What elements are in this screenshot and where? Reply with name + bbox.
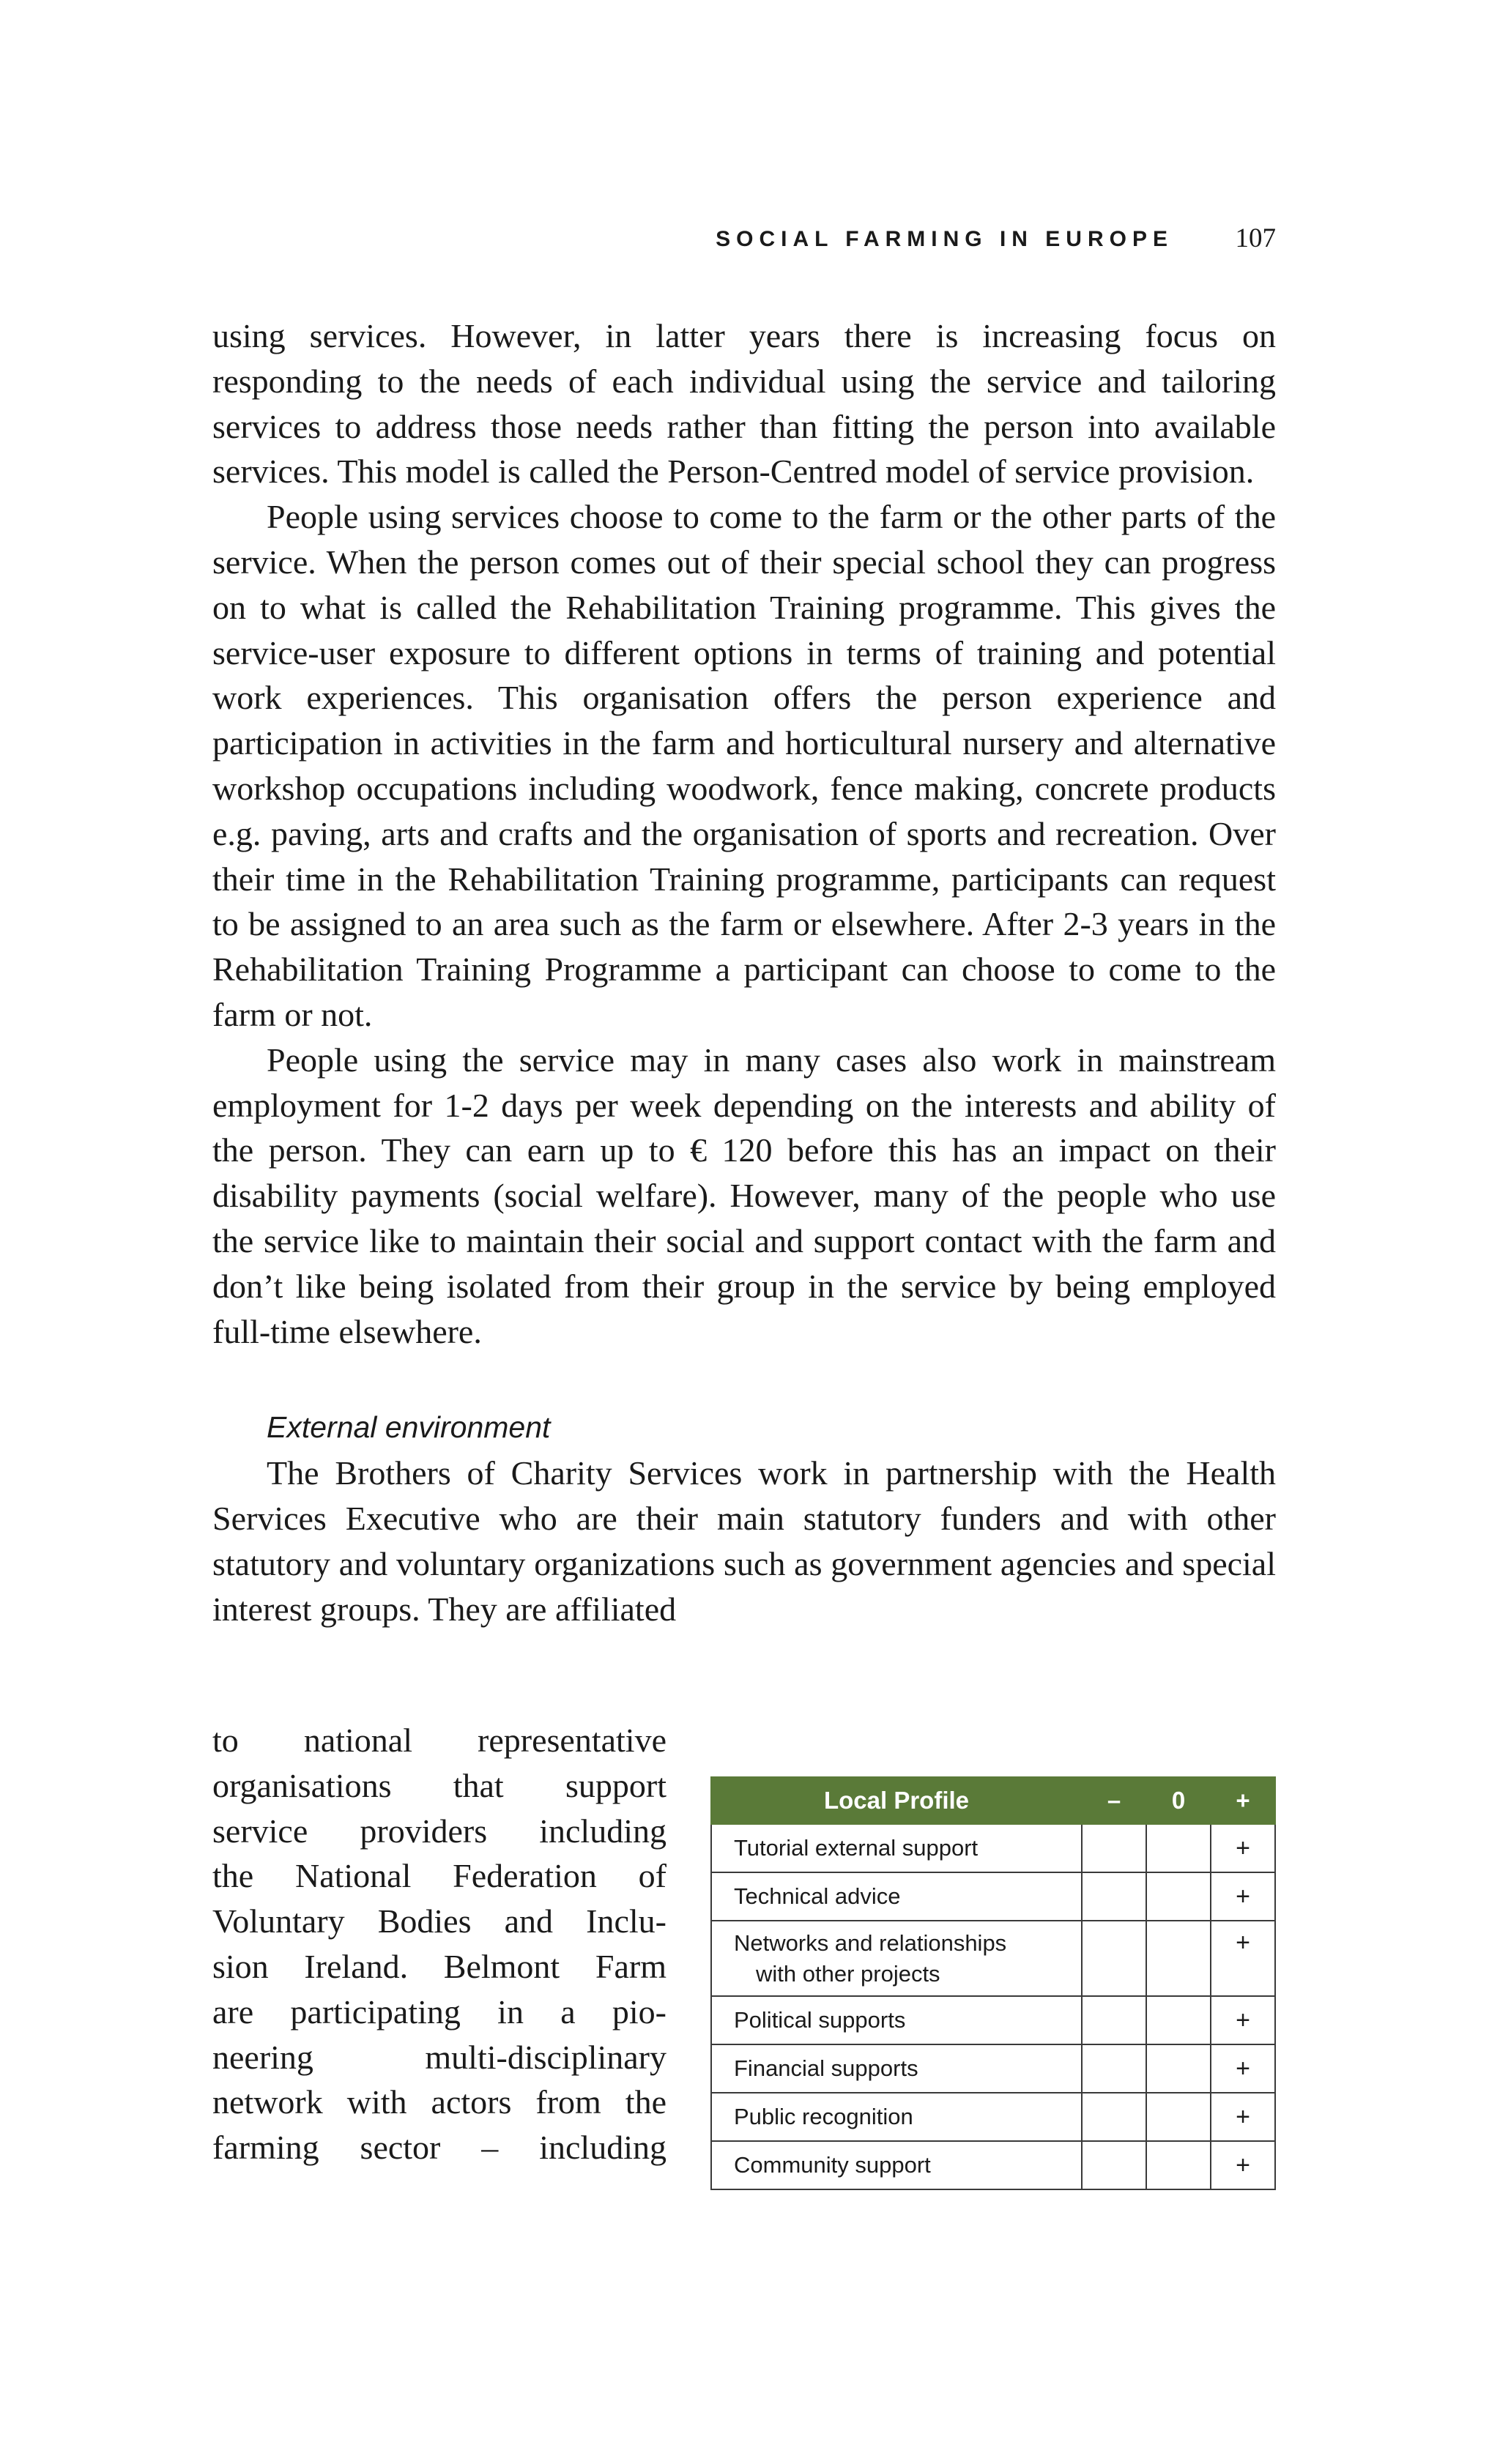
row-label [711,1921,1082,1996]
cell-zero [1146,2044,1211,2093]
row-label-line: Networks and relationships [734,1929,1007,1956]
running-title: SOCIAL FARMING IN EUROPE [716,227,1173,251]
row-label: Financial supports [711,2044,1082,2093]
cell-plus: + [1211,2093,1275,2141]
text-with-table [212,1718,1276,2179]
row-label: Tutorial external support [711,1824,1082,1872]
cell-plus: + [1211,1921,1275,1996]
table-row [711,1824,1275,1872]
cell-minus [1082,1824,1146,1872]
running-header [212,220,1276,261]
text-line: the National Federation of [212,1857,667,1895]
text-line: service providers including [212,1812,667,1850]
table-header-row [711,1777,1275,1824]
text-line: sion Ireland. Belmont Farm [212,1947,667,1985]
section-subheading: External environment [267,1410,551,1445]
page-number: 107 [1235,223,1276,253]
cell-minus [1082,2044,1146,2093]
text-line: Voluntary Bodies and Inclu- [212,1902,667,1940]
local-profile-table [710,1776,1276,2190]
paragraph: using services. However, in latter years there is increasing focus on responding to the needs of each individual using the service and tailoring services to address those needs rather than fitting the person into available services. This model is called the Person-Centred model of service provision. [212,317,1276,491]
cell-minus [1082,1996,1146,2044]
paragraph: The Brothers of Charity Services work in partnership with the Health Services Executive who are their main statutory funders and with other statutory and voluntary organizations such as government agencies and special interest groups. They are affiliated [212,1454,1276,1628]
text-line: farming sector – including [212,2129,667,2167]
text-line: organisations that support [212,1766,667,1804]
cell-zero [1146,1921,1211,1996]
cell-plus: + [1211,1872,1275,1921]
text-line: network with actors from the [212,2083,667,2121]
header-minus: – [1082,1777,1146,1824]
table-row [711,2044,1275,2093]
table-row [711,2141,1275,2189]
text-line: are participating in a pio- [212,1992,667,2031]
cell-zero [1146,1996,1211,2044]
table-row [711,2093,1275,2141]
row-label: Political supports [711,1996,1082,2044]
main-text [212,313,1276,1631]
header-title: Local Profile [711,1777,1082,1824]
row-label: Community support [711,2141,1082,2189]
table-row [711,1921,1275,1996]
table-row [711,1872,1275,1921]
cell-zero [1146,1824,1211,1872]
cell-zero [1146,1872,1211,1921]
header-plus: + [1211,1777,1275,1824]
cell-minus [1082,2141,1146,2189]
cell-plus: + [1211,2141,1275,2189]
table-row [711,1996,1275,2044]
cell-zero [1146,2141,1211,2189]
cell-minus [1082,1921,1146,1996]
cell-plus: + [1211,1996,1275,2044]
paragraph: People using the service may in many cases also work in mainstream employment for 1-2 days per week depending on the interests and ability of the person. They can earn up to € 120 before this has an impact on their disability payments (social welfare). However, many of the people who use the service like to maintain their social and support contact with the farm and don’t like being isolated from their group in the service by being employed full-time elsewhere. [212,1041,1276,1350]
text-line: to national representative [212,1722,667,1759]
paragraph: People using services choose to come to the farm or the other parts of the service. When the person comes out of their special school they can progress on to what is called the Rehabilitation Training programme. This gives the service-user exposure to different options in terms of training and potential work experiences. This organisation offers the person experience and participation in activities in the farm and horticultural nursery and alternative workshop occupations including woodwork, fence making, concrete products e.g. paving, arts and crafts and the organisation of sports and recreation. Over their time in the Rehabilitation Training programme, participants can request to be assigned to an area such as the farm or elsewhere. After 2-3 years in the Rehabilitation Training Programme a participant can choose to come to the farm or not. [212,498,1276,1033]
row-label: Public recognition [711,2093,1082,2141]
narrow-paragraph [212,1718,667,2170]
cell-plus: + [1211,2044,1275,2093]
cell-minus [1082,1872,1146,1921]
cell-zero [1146,2093,1211,2141]
row-label: Technical advice [711,1872,1082,1921]
cell-plus: + [1211,1824,1275,1872]
row-label-line: with other projects [756,1960,940,1987]
text-line: neering multi-disciplinary [212,2038,667,2076]
header-zero: 0 [1146,1777,1211,1824]
cell-minus [1082,2093,1146,2141]
